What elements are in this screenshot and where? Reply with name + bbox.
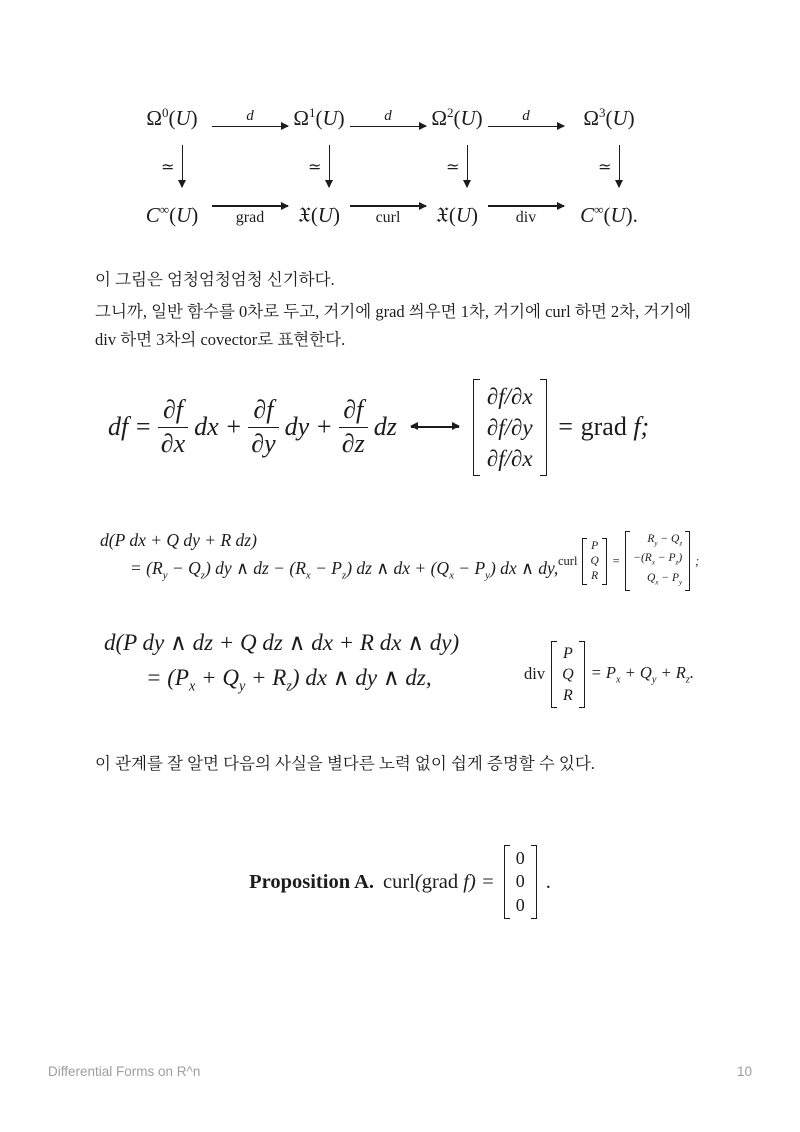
paragraph-3: 이 관계를 잘 알면 다음의 사실을 별다른 노력 없이 쉽게 증명할 수 있다. [95,754,595,773]
proposition-a [0,836,800,928]
curl-operator-label: curl [558,553,578,568]
proposition-label: Proposition A. [249,870,375,893]
diagram-node-omega2: $\Omega^2(U)$ [431,105,483,130]
iso-arrow [308,145,330,187]
right-bracket [540,379,547,476]
proposition-statement: curl(grad f) = [383,870,495,893]
formula-line-2: = $(R_y - Q_z)$ dy ∧ dz − $(R_x - P_z)$ dz ∧ dx + $(Q_x - P_y)$ dx ∧ dy, [130,558,559,582]
d-arrow [210,109,290,127]
gradient-vector [473,379,547,476]
vector-row: 0 [515,894,525,915]
commutative-diagram [132,98,654,236]
down-arrow-icon [182,145,183,187]
paragraph-1: 이 그림은 엄청엄청엄청 신기하다. [95,270,335,289]
right-arrow-icon [350,205,426,206]
d-arrow [486,109,566,127]
tilde-symbol: ≃ [161,156,175,176]
diagram-node-frakx-1: 𝔛(U) [297,202,341,227]
right-arrow-icon [350,126,426,127]
down-arrow-icon [329,145,330,187]
diagram-node-frakx-2: 𝔛(U) [435,202,479,227]
left-right-arrow-icon [411,426,459,427]
vector-row: P [591,539,599,552]
vector-row: $Q_x - P_y$ [646,571,683,586]
pqr-vector [551,641,585,708]
semicolon: ; [695,553,700,568]
curl-result-vector [625,531,690,591]
right-arrow-icon [488,205,564,206]
right-bracket [579,641,585,708]
vector-row: 0 [515,847,525,868]
div-operator-label: div [524,664,546,683]
down-arrow-icon [619,145,620,187]
formula-line-1: d(P dx + Q dy + R dz) [100,530,257,550]
formula-line-1: d(P dy ∧ dz + Q dz ∧ dx + R dx ∧ dy) [104,630,460,655]
div-result: = $P_x + Q_y + R_z$. [590,662,694,686]
two-form-derivative-formula [104,630,459,696]
vector-row: Q [590,554,599,567]
vector-row: ∂f/∂y [486,414,533,440]
left-bracket [473,379,480,476]
equals-sign: = [611,553,621,568]
right-bracket [685,531,690,591]
paragraph-2 [95,298,691,354]
curl-arrow-label: curl [375,208,401,226]
tilde-symbol: ≃ [446,156,460,176]
df-lhs: df [108,412,129,441]
vector-row: ∂f/∂x [486,383,533,409]
diagram-node-omega3: $\Omega^3(U)$ [583,105,635,130]
pqr-vector [582,538,606,585]
equals-sign: = [134,412,152,441]
plus-sign: + [224,412,243,441]
curl-definition-formula [558,527,699,595]
partial-fraction-y: $\frac{\partial f}{\partial y}$ [248,398,278,456]
right-bracket [531,845,537,920]
grad-correspondence-formula [108,376,649,478]
period: . [545,870,551,893]
zero-vector [504,845,537,920]
footer-title: Differential Forms on R^n [48,1064,201,1079]
partial-fraction-x: $\frac{\partial f}{\partial x}$ [158,398,188,456]
curl-arrow [348,205,428,224]
right-arrow-icon [212,205,288,206]
right-arrow-icon [212,126,288,127]
vector-row: Q [562,665,574,683]
div-arrow-label: div [515,208,537,226]
one-form-derivative-formula [100,530,558,582]
differential-dy: dy [284,412,310,441]
iso-arrow [446,145,468,187]
paragraph-2-line-2: div 하면 3차의 covector로 표현한다. [95,330,346,349]
down-arrow-icon [467,145,468,187]
diagram-node-omega1: $\Omega^1(U)$ [293,105,345,130]
vector-row: 0 [515,871,525,892]
footer-page-number: 10 [736,1064,752,1079]
diagram-node-cinf-left: C∞(U) [145,202,199,227]
grad-arrow-label: grad [235,208,265,226]
iso-arrow [598,145,620,187]
paragraph-2-line-1: 그니까, 일반 함수를 0차로 두고, 거기에 grad 씌우면 1차, 거기에 curl 하면 2차, 거기에 [95,302,692,321]
right-bracket [602,538,607,585]
d-arrow-label: d [522,107,530,124]
d-arrow [348,109,428,127]
differential-dz: dz [373,412,397,441]
diagram-node-cinf-right: C∞(U). [580,202,638,227]
right-arrow-icon [488,126,564,127]
d-arrow-label: d [246,107,254,124]
vector-row: $R_y - Q_z$ [647,533,683,548]
d-arrow-label: d [384,107,392,124]
vector-row: P [562,644,573,662]
iso-arrow [161,145,183,187]
vector-row: R [591,569,599,582]
vector-row: $-(R_x - P_z)$ [633,552,683,567]
grad-arrow [210,205,290,224]
vector-row: ∂f/∂x [486,445,533,471]
equals-grad-f: = grad f; [556,412,650,441]
differential-dx: dx [194,412,219,441]
plus-sign: + [315,412,333,441]
div-definition-formula [524,634,694,714]
page-footer [48,1064,752,1079]
tilde-symbol: ≃ [598,156,612,176]
tilde-symbol: ≃ [308,156,322,176]
div-arrow [486,205,566,224]
vector-row: R [562,686,573,704]
diagram-node-omega0: $\Omega^0(U)$ [146,105,198,130]
formula-line-2: = $(P_x + Q_y + R_z)$ dx ∧ dy ∧ dz, [146,665,432,695]
partial-fraction-z: $\frac{\partial f}{\partial z}$ [339,398,368,456]
